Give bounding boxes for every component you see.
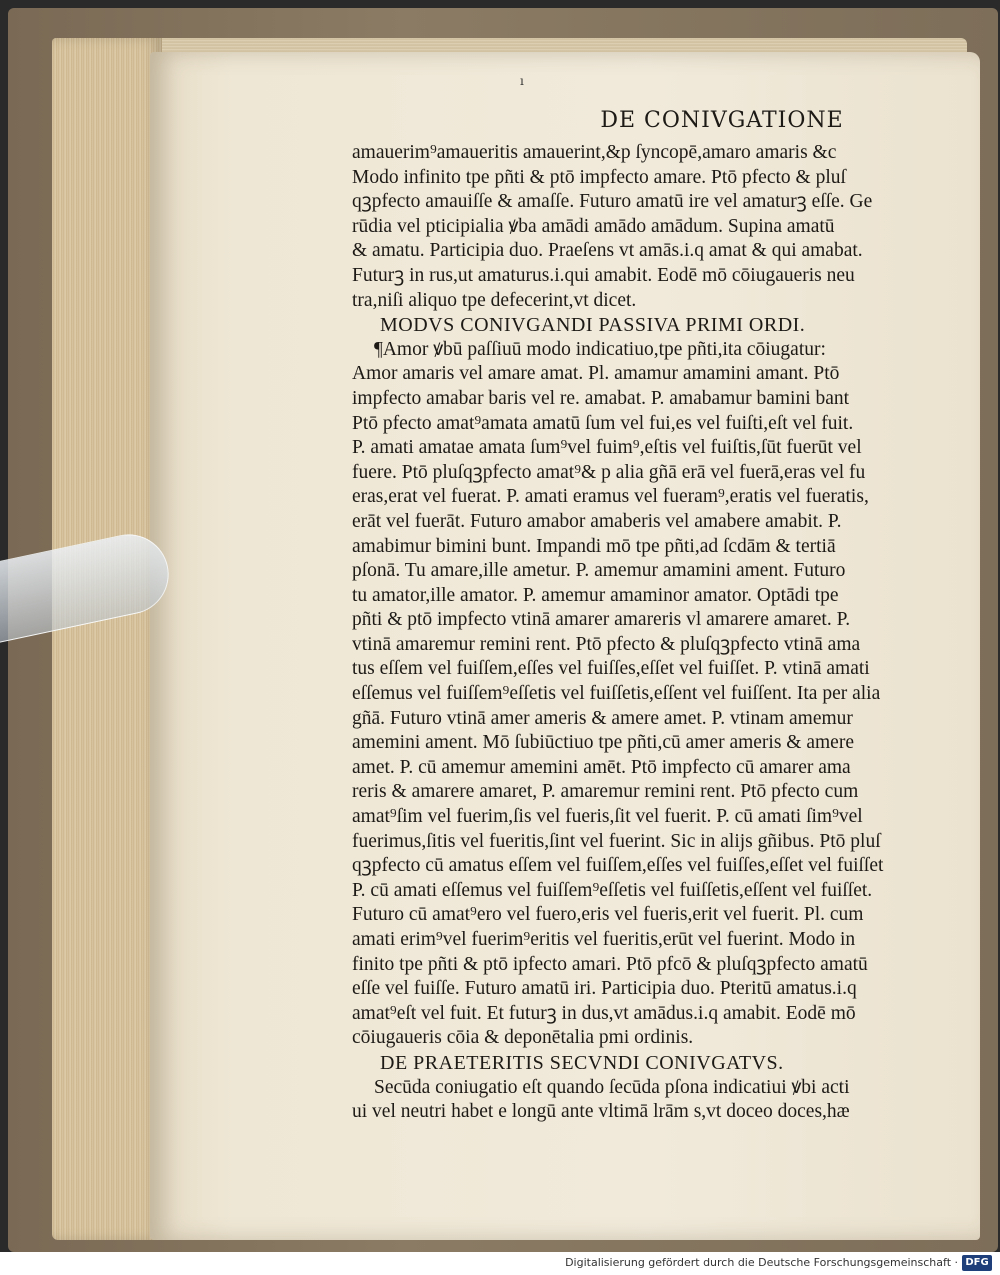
- text-line: fuerimus,ſitis vel fueritis,ſint vel fuerint. Sic in alijs gñibus. Ptō pluſ: [352, 830, 881, 852]
- text-line: amauerim⁹amaueritis amauerint,&p ſyncopē,amaro amaris &c: [352, 142, 837, 163]
- page-text-block: [352, 108, 942, 1125]
- text-line: & amatu. Participia duo. Praeſens vt amās.i.q amat & qui amabat.: [352, 240, 863, 262]
- text-line: erāt vel fuerāt. Futuro amabor amaberis vel amabere amabit. P.: [352, 510, 842, 532]
- text-line: pñti & ptō impfecto vtinā amarer amareris vl amarere amaret. P.: [352, 609, 851, 631]
- text-line: eras,erat vel fuerat. P. amati eramus vel fueram⁹,eratis vel fueratis,: [352, 486, 869, 508]
- text-line: Secūda coniugatio eſt quando ſecūda pſona indicatiui ꝟbi acti: [374, 1076, 850, 1098]
- text-line: gñā. Futuro vtinā amer ameris & amere amet. P. vtinam amemur: [352, 707, 853, 729]
- text-line: amat⁹ſim vel fuerim,ſis vel fueris,ſit vel fuerit. P. cū amati ſim⁹vel: [352, 806, 863, 828]
- text-line: Ptō pfecto amat⁹amata amatū ſum vel fui,es vel fuiſti,eſt vel fuit.: [352, 412, 854, 434]
- text-line: eſſemus vel fuiſſem⁹eſſetis vel fuiſſetis,eſſent vel fuiſſent. Ita per alia: [352, 683, 881, 705]
- text-line: fuere. Ptō pluſqꝫpfecto amat⁹& p alia gñā erā vel fuerā,eras vel fu: [352, 461, 866, 483]
- text-line: qꝫpfecto amauiſſe & amaſſe. Futuro amatū ire vel amaturꝫ eſſe. Ge: [352, 191, 873, 213]
- text-line: amat⁹eſt vel fuit. Et futurꝫ in dus,vt amādus.i.q amabit. Eodē mō: [352, 1002, 856, 1024]
- text-line: qꝫpfecto cū amatus eſſem vel fuiſſem,eſſes vel fuiſſes,eſſet vel fuiſſet: [352, 855, 884, 877]
- text-line: amemini ament. Mō ſubiūctiuo tpe pñti,cū amer ameris & amere: [352, 732, 854, 754]
- running-head: DE CONIVGATIONE: [600, 108, 844, 133]
- text-line: P. amati amatae amata ſum⁹vel fuim⁹,eſtis vel fuiſtis,ſūt fuerūt vel: [352, 437, 862, 459]
- text-line: tu amator,ille amator. P. amemur amaminor amator. Optādi tpe: [352, 584, 839, 606]
- text-line: Futuro cū amat⁹ero vel fuero,eris vel fueris,erit vel fuerit. Pl. cum: [352, 904, 864, 926]
- folio-mark: ı: [520, 74, 524, 88]
- dfg-logo-icon: DFG: [962, 1255, 992, 1271]
- text-line: rūdia vel pticipialia ꝟba amādi amādo amādum. Supina amatū: [352, 215, 835, 237]
- text-line: impfecto amabar baris vel re. amabat. P. amabamur bamini bant: [352, 387, 850, 409]
- text-line: ¶Amor ꝟbū paſſiuū modo indicatiuo,tpe pñti,ita cōiugatur:: [374, 338, 826, 360]
- text-lines: [352, 141, 942, 1125]
- text-line: tra,niſi aliquo tpe defecerint,vt dicet.: [352, 289, 637, 311]
- text-line: cōiugaueris cōia & deponētalia pmi ordinis.: [352, 1027, 694, 1049]
- text-line: amati erim⁹vel fuerim⁹eritis vel fueritis,erūt vel fuerint. Modo in: [352, 929, 856, 950]
- text-line: reris & amarere amaret, P. amaremur remini rent. Ptō pfecto cum: [352, 781, 859, 803]
- text-line: finito tpe pñti & ptō ipfecto amari. Ptō pfcō & pluſqꝫpfecto amatū: [352, 953, 868, 975]
- text-line: tus eſſem vel fuiſſem,eſſes vel fuiſſes,eſſet vel fuiſſet. P. vtinā amati: [352, 658, 870, 680]
- text-line: pſonā. Tu amare,ille ametur. P. amemur amamini ament. Futuro: [352, 560, 846, 582]
- text-line: Modo infinito tpe pñti & ptō impfecto amare. Ptō pfecto & pluſ: [352, 166, 846, 188]
- section-heading: MODVS CONIVGANDI PASSIVA PRIMI ORDI.: [380, 314, 806, 337]
- text-line: Amor amaris vel amare amat. Pl. amamur amamini amant. Ptō: [352, 363, 840, 385]
- funding-credit: Digitalisierung gefördert durch die Deutsche Forschungsgemeinschaft ·: [565, 1256, 958, 1269]
- text-line: vtinā amaremur remini rent. Ptō pfecto & pluſqꝫpfecto vtinā ama: [352, 633, 861, 655]
- text-line: amabimur bimini bunt. Impandi mō tpe pñti,ad ſcdām & tertiā: [352, 535, 836, 557]
- section-heading: DE PRAETERITIS SECVNDI CONIVGATVS.: [380, 1051, 784, 1074]
- text-line: eſſe vel fuiſſe. Futuro amatū iri. Participia duo. Pteritū amatus.i.q: [352, 978, 857, 1000]
- text-line: ui vel neutri habet e longū ante vltimā lrām s,vt doceo doces,hæ: [352, 1101, 850, 1123]
- page-block-fore-edge: [52, 38, 162, 1240]
- text-line: P. cū amati eſſemus vel fuiſſem⁹eſſetis vel fuiſſetis,eſſent vel fuiſſet.: [352, 879, 873, 901]
- text-line: amet. P. cū amemur amemini amēt. Ptō impfecto cū amarer ama: [352, 756, 851, 778]
- text-line: Futurꝫ in rus,ut amaturus.i.qui amabit. Eodē mō cōiugaueris neu: [352, 264, 855, 286]
- footer-bar: [0, 1252, 1000, 1275]
